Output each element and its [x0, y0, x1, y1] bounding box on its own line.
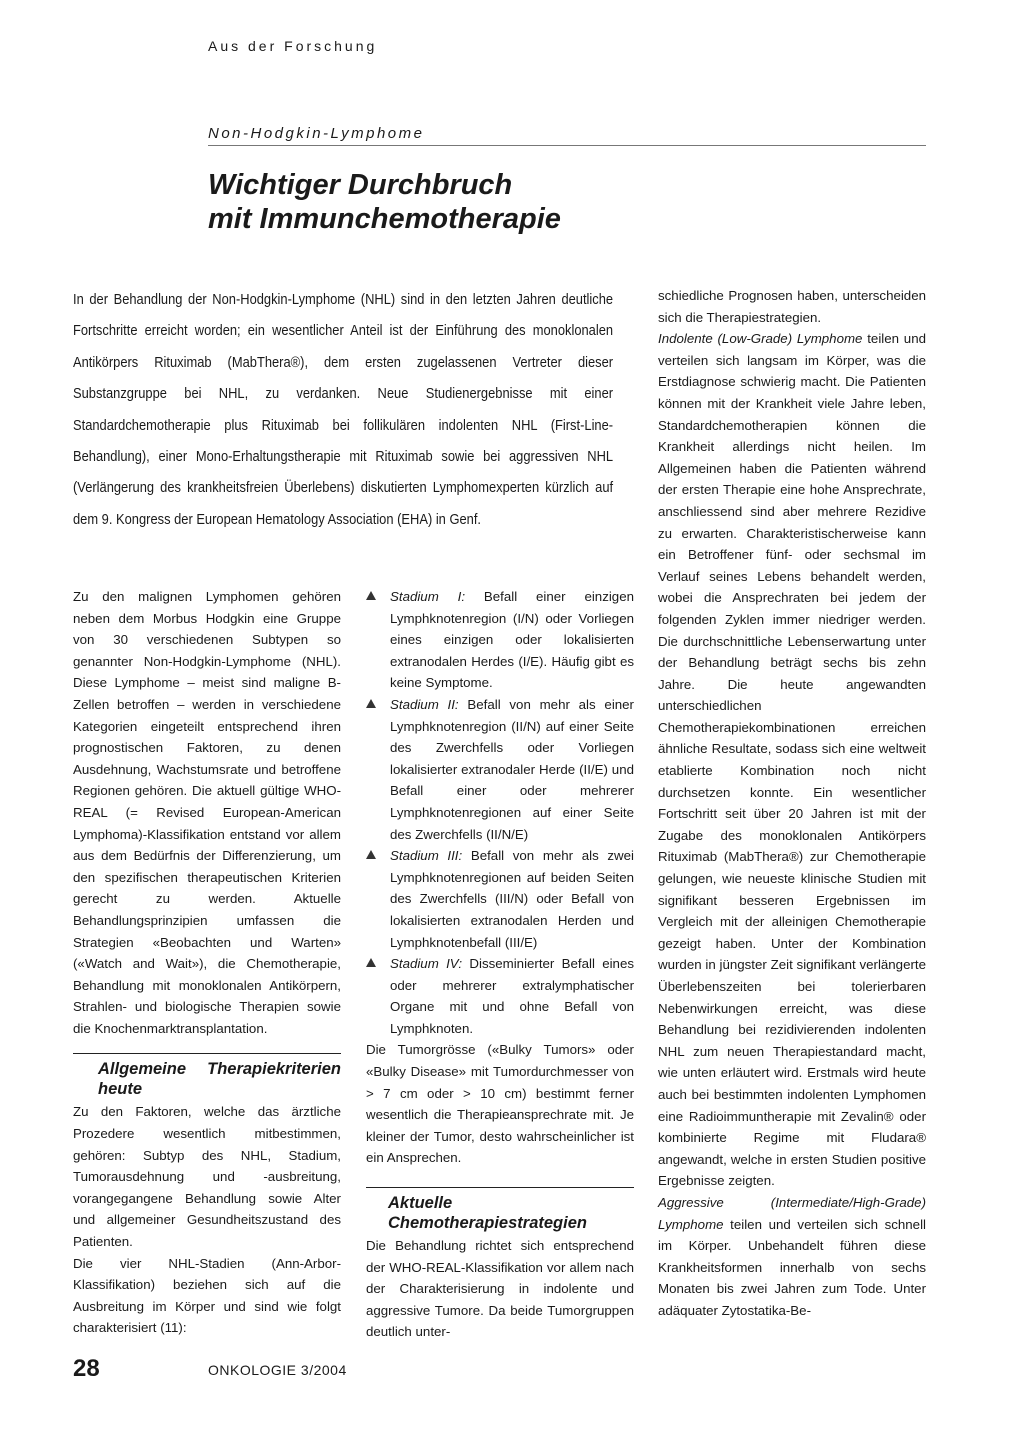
stage-label: Stadium IV: [390, 956, 463, 972]
stage-text: Disseminierter Befall eines oder mehrerer extralymphatischer Organe mit und ohne Befall von Lymphknoten. [390, 956, 634, 1036]
article-title [208, 168, 561, 236]
column-2 [366, 586, 634, 1343]
column-1 [73, 586, 341, 1339]
run-in-heading: Indolente (Low-Grade) Lymphome [658, 331, 863, 347]
subheading-chemo-strategies: Aktuelle Chemotherapiestrategien [366, 1187, 634, 1233]
triangle-bullet-icon [366, 850, 376, 859]
subheading-therapy-criteria: Allgemeine Therapiekriterien heute [73, 1053, 341, 1099]
paragraph: Die Tumorgrösse («Bulky Tumors» oder «Bulky Disease» mit Tumordurchmesser von > 7 cm oder > 10 cm) bestimmt ferner wesentlich die Therapieansprechrate mit. Je kleiner der Tumor, desto wahrscheinlicher ist ein Ansprechen. [366, 1042, 634, 1166]
stage-item [366, 694, 634, 845]
stage-label: Stadium II: [390, 696, 459, 712]
stage-label: Stadium III: [390, 848, 463, 864]
page-number: 28 [73, 1355, 100, 1382]
triangle-bullet-icon [366, 699, 376, 708]
title-line-1: Wichtiger Durchbruch [208, 169, 513, 201]
column-3 [658, 285, 926, 1322]
intro-paragraph: Zu den malignen Lymphomen gehören neben dem Morbus Hodgkin eine Gruppe von 30 verschiedenen Subtypen so genannter Non-Hodgkin-Lymphome (NHL). Diese Lymphome – meist sind maligne B-Zellen betroffen – werden in verschiedene Kategorien eingeteilt entsprechend ihren prognostischen Faktoren, zu denen Ausdehnung, Wachstumsrate und betroffene Regionen gehören. Die aktuell gültige WHO-REAL (= Revised European-American Lymphoma)-Klassifikation entstand vor allem aus dem Bedürfnis der Differenzierung, um den spezifischen therapeutischen Kriterien gerecht zu werden. Aktuelle Behandlungsprinzipien umfassen die Strategien «Beobachten und Warten» («Watch and Wait»), die Chemotherapie, Behandlung mit monoklonalen Antikörpern, Strahlen- und biologische Therapien sowie die Knochenmarktransplantation. [73, 589, 341, 1036]
paragraph-text: teilen und verteilen sich langsam im Körper, was die Erstdiagnose schwierig macht. Die Patienten können mit der Krankheit viele Jahre leben, Standardchemotherapien können die Krankheit allerdings nicht heilen. Im Allgemeinen haben die Patienten während der ersten Therapie eine hohe Ansprechrate, anschliessend sind aber mehrere Rezidive zu erwarten. Charakteristischerweise kann ein Betroffener fünf- oder sechsmal im Verlauf seines Lebens behandelt werden, wobei die Ansprechraten bei jedem der folgenden Zyklen immer niedriger werden. Die durchschnittliche Lebenserwartung unter der Behandlung beträgt sechs bis zehn Jahre. Die heute angewandten unterschiedlichen Chemotherapiekombinationen erreichen ähnliche Resultate, sodass sich eine weltweit etablierte Kombination noch nicht durchsetzen konnte. Ein wesentlicher Fortschritt seit über 20 Jahren ist mit der Zugabe des monoklonalen Antikörpers Rituximab (MabThera®) zur Chemotherapie gelungen, wie neueste klinische Studien mit signifikant besseren Ergebnissen im Vergleich mit der alleinigen Chemotherapie gezeigt haben. Unter der Kombination wurden in jüngster Zeit signifikant verlängerte Überlebenszeiten bei tolerierbaren Nebenwirkungen erreicht, was diese Behandlung bei rezidivierenden indolenten NHL zum neuen Therapiestandard macht, wie unten erläutert wird. Erstmals wird heute auch bei bestimmten indolenten Lymphomen eine Radioimmuntherapie mit Zevalin® oder kombinierte Regime mit Fludara® angewandt, welche in ersten Studien positive Ergebnisse zeigten. [658, 331, 926, 1189]
paragraph: Die vier NHL-Stadien (Ann-Arbor-Klassifikation) beziehen sich auf die Ausbreitung im Körper und sind wie folgt charakterisiert (11): [73, 1255, 341, 1336]
topic-heading: Non-Hodgkin-Lymphome [208, 125, 926, 146]
stage-item [366, 953, 634, 1039]
stage-text: Befall von mehr als zwei Lymphknotenregionen auf beiden Seiten des Zwerchfells (III/N) oder Befall von lokalisierten extranodalen Herden und Lymphknotenbefall (III/E) [390, 848, 634, 950]
stage-text: Befall einer einzigen Lymphknotenregion (I/N) oder Vorliegen eines einzigen oder lokalisierten extranodalen Herdes (I/E). Häufig gibt es keine Symptome. [390, 589, 634, 691]
journal-footer: ONKOLOGIE 3/2004 [208, 1362, 347, 1378]
lead-paragraph: In der Behandlung der Non-Hodgkin-Lymphome (NHL) sind in den letzten Jahren deutliche Fortschritte erreicht worden; ein wesentlicher Anteil ist der Einführung des monoklonalen Antikörpers Rituximab (MabThera®), dem ersten zugelassenen Vertreter dieser Substanzgruppe bei NHL, zu verdanken. Neue Studienergebnisse mit einer Standardchemotherapie plus Rituximab bei follikulären indolenten NHL (First-Line-Behandlung), einer Mono-Erhaltungstherapie mit Rituximab sowie bei aggressiven NHL (Verlängerung des krankheitsfreien Überlebens) diskutierten Lymphomexperten kürzlich auf dem 9. Kongress der European Hematology Association (EHA) in Genf. [73, 291, 614, 528]
triangle-bullet-icon [366, 591, 376, 600]
stage-item [366, 845, 634, 953]
paragraph: Zu den Faktoren, welche das ärztliche Prozedere wesentlich mitbestimmen, gehören: Subtyp des NHL, Stadium, Tumorausdehnung und -ausbreitung, vorangegangene Behandlung sowie Alter und allgemeiner Gesundheitszustand des Patienten. [73, 1104, 341, 1250]
paragraph [658, 1192, 926, 1322]
stage-label: Stadium I: [390, 589, 466, 604]
paragraph-text: teilen und verteilen sich schnell im Körper. Unbehandelt führen diese Krankheitsformen innerhalb von sechs Monaten bis zwei Jahren zum Tode. Unter adäquater Zytostatika-Be- [658, 1216, 926, 1318]
paragraph [658, 328, 926, 1192]
section-label: Aus der Forschung [208, 38, 378, 54]
paragraph: Die Behandlung richtet sich entsprechend der WHO-REAL-Klassifikation vor allem nach der Charakterisierung in indolente und aggressive Tumore. Da beide Tumorgruppen deutlich unter- [366, 1238, 634, 1340]
title-line-2: mit Immunchemotherapie [208, 203, 561, 235]
run-in-heading: Aggressive (Intermediate/High-Grade) Lymphome [658, 1194, 926, 1232]
paragraph: schiedliche Prognosen haben, unterscheiden sich die Therapiestrategien. [658, 288, 926, 325]
stage-item [366, 586, 634, 694]
stage-text: Befall von mehr als einer Lymphknotenregion (II/N) auf einer Seite des Zwerchfells oder Vorliegen lokalisierter extranodaler Herde (II/E) und Befall einer oder mehrerer Lymphknotenregionen auf einer Seite des Zwerchfells (II/N/E) [390, 696, 634, 842]
triangle-bullet-icon [366, 958, 376, 967]
